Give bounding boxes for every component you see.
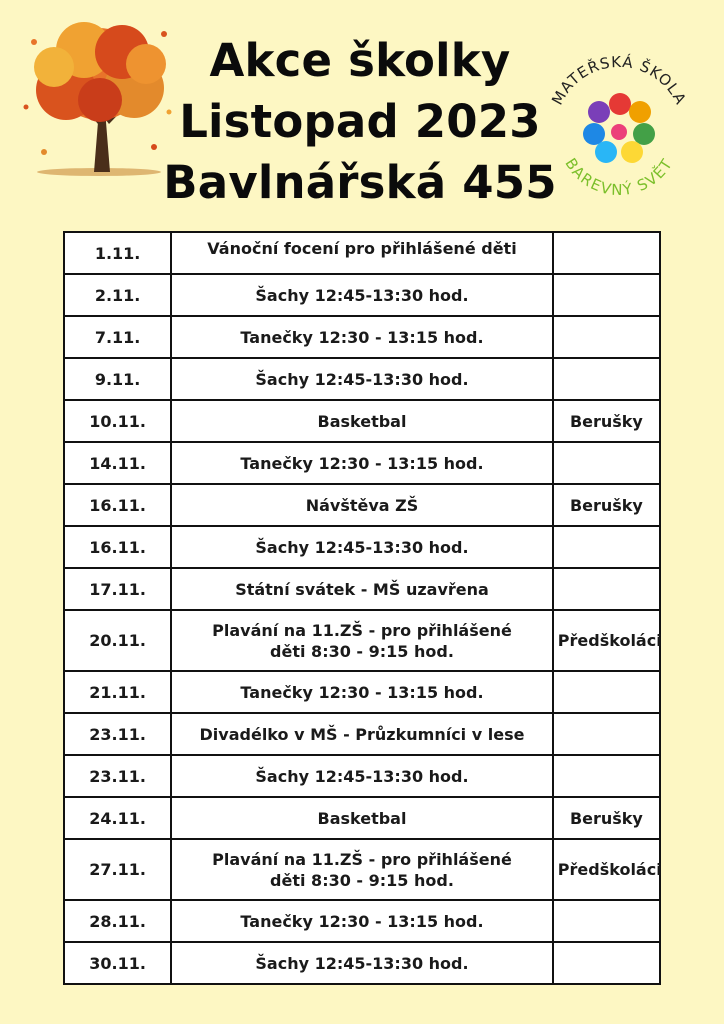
row-group (553, 274, 660, 316)
handprints-icon (583, 93, 655, 163)
table-row (64, 839, 660, 900)
row-event (171, 797, 553, 839)
row-date: 27.11. (64, 839, 171, 900)
logo-text-top: MATEŘSKÁ ŠKOLA (548, 52, 690, 108)
row-group (553, 442, 660, 484)
row-group (553, 942, 660, 984)
schedule-table (63, 231, 661, 985)
row-group: Berušky (553, 797, 660, 839)
row-event (171, 568, 553, 610)
row-group: Předškoláci (553, 839, 660, 900)
row-group (553, 713, 660, 755)
row-event (171, 713, 553, 755)
table-row (64, 671, 660, 713)
row-date: 16.11. (64, 484, 171, 526)
row-event (171, 900, 553, 942)
table-row (64, 526, 660, 568)
row-group (553, 900, 660, 942)
row-date: 16.11. (64, 526, 171, 568)
row-event-text: Šachy 12:45-13:30 hod. (255, 285, 469, 305)
row-event (171, 274, 553, 316)
row-event-line1: Plavání na 11.ZŠ - pro přihlášené (212, 849, 512, 869)
row-date: 9.11. (64, 358, 171, 400)
row-event (171, 755, 553, 797)
row-event-text: Tanečky 12:30 - 13:15 hod. (240, 453, 484, 473)
row-event-text: Šachy 12:45-13:30 hod. (255, 953, 469, 973)
row-date: 17.11. (64, 568, 171, 610)
row-event (171, 484, 553, 526)
table-row (64, 713, 660, 755)
page-title (150, 30, 570, 213)
row-event (171, 232, 553, 274)
table-row (64, 568, 660, 610)
row-date: 28.11. (64, 900, 171, 942)
title-line-1: Akce školky (209, 34, 511, 87)
title-line-2: Listopad 2023 (179, 95, 541, 148)
row-event-text: Basketbal (317, 411, 407, 431)
row-date: 20.11. (64, 610, 171, 671)
row-date: 1.11. (64, 232, 171, 274)
row-date: 23.11. (64, 713, 171, 755)
row-date: 24.11. (64, 797, 171, 839)
row-group (553, 755, 660, 797)
row-event (171, 316, 553, 358)
row-date: 30.11. (64, 942, 171, 984)
table-row (64, 900, 660, 942)
row-event-text: Divadélko v MŠ - Průzkumníci v lese (199, 724, 525, 744)
row-event-text: Šachy 12:45-13:30 hod. (255, 537, 469, 557)
row-group (553, 316, 660, 358)
row-group (553, 526, 660, 568)
table-row (64, 400, 660, 442)
row-date: 2.11. (64, 274, 171, 316)
row-event (171, 610, 553, 671)
row-group: Berušky (553, 400, 660, 442)
row-event (171, 358, 553, 400)
table-row (64, 755, 660, 797)
row-event (171, 942, 553, 984)
row-event-text: Šachy 12:45-13:30 hod. (255, 369, 469, 389)
row-date: 23.11. (64, 755, 171, 797)
row-event-text: Státní svátek - MŠ uzavřena (235, 579, 489, 599)
row-event-text: Tanečky 12:30 - 13:15 hod. (240, 911, 484, 931)
row-event-text: Basketbal (317, 808, 407, 828)
row-event-text: Šachy 12:45-13:30 hod. (255, 766, 469, 786)
row-group: Předškoláci (553, 610, 660, 671)
row-event-text: Tanečky 12:30 - 13:15 hod. (240, 327, 484, 347)
table-row (64, 942, 660, 984)
table-row (64, 274, 660, 316)
row-event (171, 442, 553, 484)
row-event (171, 671, 553, 713)
table-row (64, 442, 660, 484)
title-line-3: Bavlnářská 455 (163, 156, 557, 209)
row-date: 21.11. (64, 671, 171, 713)
row-event-line1: Plavání na 11.ZŠ - pro přihlášené (212, 620, 512, 640)
row-event-text: Tanečky 12:30 - 13:15 hod. (240, 682, 484, 702)
row-group (553, 671, 660, 713)
row-date: 7.11. (64, 316, 171, 358)
row-event (171, 526, 553, 568)
table-row (64, 232, 660, 274)
table-row (64, 316, 660, 358)
row-group (553, 358, 660, 400)
school-logo (544, 52, 694, 202)
row-event-text: Návštěva ZŠ (305, 495, 419, 515)
row-event (171, 839, 553, 900)
logo-text-bottom: BAREVNÝ SVĚT (561, 154, 677, 200)
row-event-line2: děti 8:30 - 9:15 hod. (270, 870, 454, 890)
table-row (64, 484, 660, 526)
table-row (64, 797, 660, 839)
row-event-text: Vánoční focení pro přihlášené děti (207, 238, 517, 258)
table-row (64, 610, 660, 671)
row-group (553, 568, 660, 610)
row-event (171, 400, 553, 442)
row-date: 10.11. (64, 400, 171, 442)
row-date: 14.11. (64, 442, 171, 484)
row-group: Berušky (553, 484, 660, 526)
table-row (64, 358, 660, 400)
row-event-line2: děti 8:30 - 9:15 hod. (270, 641, 454, 661)
svg-text:BAREVNÝ SVĚT (561, 155, 676, 199)
row-group (553, 232, 660, 274)
